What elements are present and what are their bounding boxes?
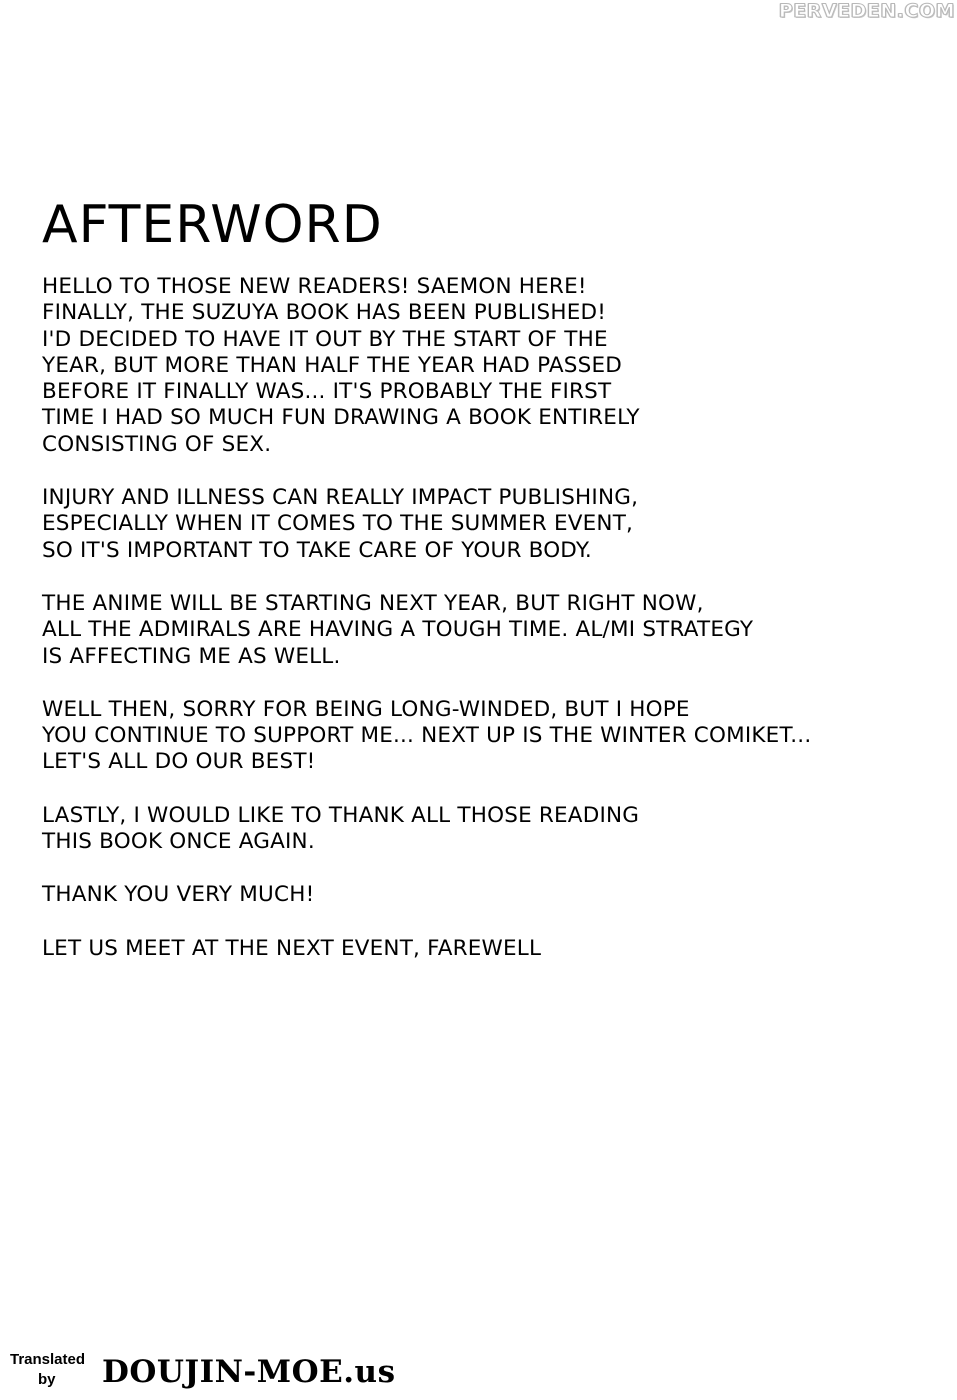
paragraph-7 — [42, 936, 942, 962]
translator-logo: DOUJIN-MOE.us — [102, 1354, 396, 1390]
text-line: TIME I HAD SO MUCH FUN DRAWING A BOOK ENTIRELY — [42, 405, 640, 431]
text-line: BEFORE IT FINALLY WAS... IT'S PROBABLY THE FIRST — [42, 379, 612, 405]
text-line: WELL THEN, SORRY FOR BEING LONG-WINDED, BUT I HOPE — [42, 696, 690, 722]
paragraph-3 — [42, 591, 942, 670]
paragraph-5 — [42, 803, 942, 856]
text-line: THANK YOU VERY MUCH! — [42, 882, 315, 908]
text-line: IS AFFECTING ME AS WELL. — [42, 643, 341, 669]
text-line: SO IT'S IMPORTANT TO TAKE CARE OF YOUR BODY. — [42, 537, 592, 563]
paragraph-2 — [42, 485, 942, 564]
site-watermark: PERVEDEN.COM — [778, 0, 955, 22]
paragraph-6 — [42, 882, 942, 908]
text-line: HELLO TO THOSE NEW READERS! SAEMON HERE! — [42, 274, 587, 299]
credit-translated-label: Translated — [10, 1351, 86, 1368]
text-line: ALL THE ADMIRALS ARE HAVING A TOUGH TIME. AL/MI STRATEGY — [42, 617, 754, 643]
credit-by-label: by — [38, 1371, 56, 1388]
text-line: LASTLY, I WOULD LIKE TO THANK ALL THOSE READING — [42, 802, 640, 828]
text-line: YOU CONTINUE TO SUPPORT ME... NEXT UP IS THE WINTER COMIKET... — [42, 723, 812, 749]
text-line: I'D DECIDED TO HAVE IT OUT BY THE START OF THE — [42, 326, 608, 352]
text-line: CONSISTING OF SEX. — [42, 431, 272, 457]
text-line: LET US MEET AT THE NEXT EVENT, FAREWELL — [42, 935, 542, 961]
text-line: LET'S ALL DO OUR BEST! — [42, 749, 316, 775]
text-line: THE ANIME WILL BE STARTING NEXT YEAR, BUT RIGHT NOW, — [42, 590, 704, 616]
text-line: INJURY AND ILLNESS CAN REALLY IMPACT PUBLISHING, — [42, 485, 639, 511]
text-line: ESPECIALLY WHEN IT COMES TO THE SUMMER EVENT, — [42, 511, 634, 537]
paragraph-1 — [42, 274, 942, 458]
afterword-body — [42, 274, 942, 989]
translator-credit — [10, 1350, 410, 1394]
text-line: YEAR, BUT MORE THAN HALF THE YEAR HAD PASSED — [42, 352, 623, 378]
paragraph-4 — [42, 697, 942, 776]
text-line: THIS BOOK ONCE AGAIN. — [42, 829, 315, 855]
text-line: FINALLY, THE SUZUYA BOOK HAS BEEN PUBLISHED! — [42, 300, 607, 326]
page-title: AFTERWORD — [42, 195, 383, 255]
